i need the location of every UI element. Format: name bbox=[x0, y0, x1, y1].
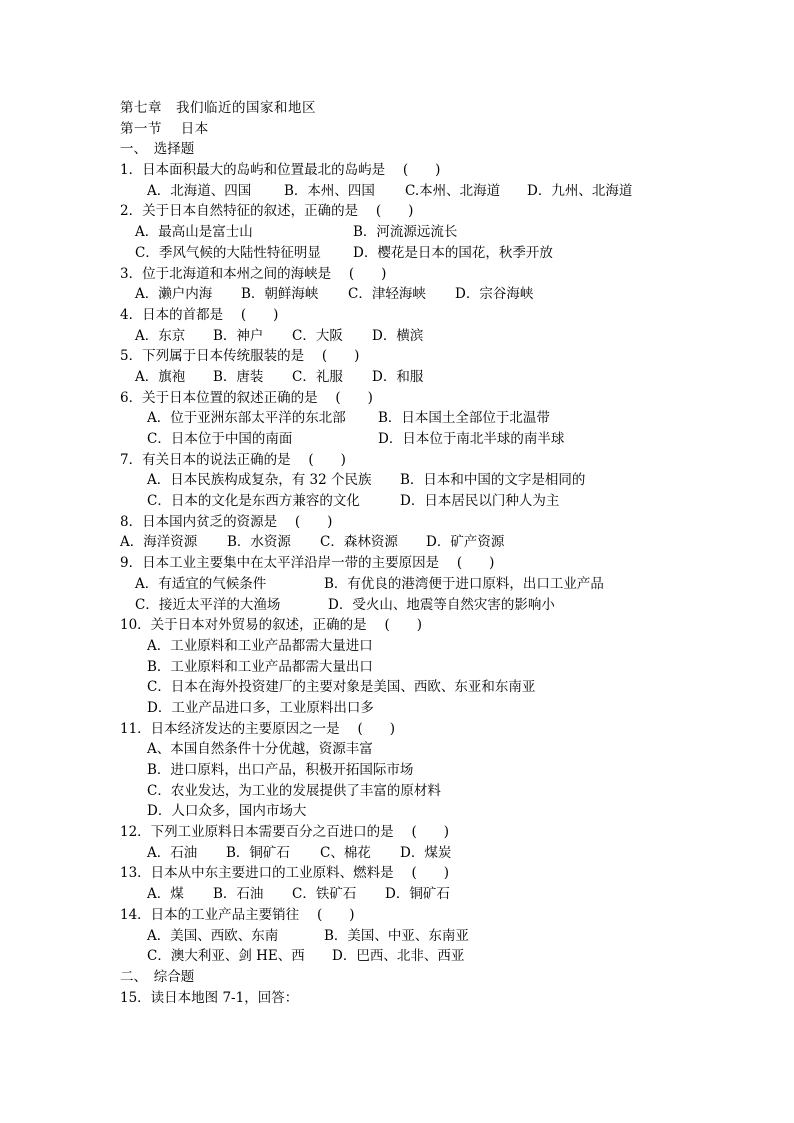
option: D．人口众多，国内市场大 bbox=[147, 803, 307, 820]
option: C．日本位于中国的南面 bbox=[147, 431, 293, 447]
question-stem: 12．下列工业原料日本需要百分之百进口的是 ( ) bbox=[120, 824, 450, 841]
option: C．日本在海外投资建厂的主要对象是美国、西欧、东亚和东南亚 bbox=[147, 679, 536, 696]
option: A．东京 bbox=[135, 327, 186, 344]
question-options bbox=[120, 739, 680, 760]
option: B．铜矿石 bbox=[226, 844, 290, 861]
chapter-title: 第七章 我们临近的国家和地区 bbox=[120, 100, 316, 116]
option: C．礼服 bbox=[292, 368, 343, 385]
option: C．接近太平洋的大渔场 bbox=[135, 596, 281, 613]
option: A．工业原料和工业产品都需大量进口 bbox=[147, 637, 373, 654]
option: C．季风气候的大陆性特征明显 bbox=[135, 244, 321, 261]
option: C．大阪 bbox=[292, 327, 343, 344]
option: B．唐装 bbox=[213, 368, 264, 385]
question-options bbox=[120, 595, 680, 616]
question-options bbox=[120, 657, 680, 678]
option: B．石油 bbox=[213, 886, 264, 903]
section-title: 第一节 日本 bbox=[120, 120, 209, 137]
question-options bbox=[120, 574, 680, 595]
question-stem: 14．日本的工业产品主要销往 ( ) bbox=[120, 906, 355, 923]
option: C．森林资源 bbox=[320, 534, 398, 551]
question-options bbox=[120, 801, 680, 822]
option: D．铜矿石 bbox=[385, 886, 450, 903]
option: D．煤炭 bbox=[400, 844, 452, 861]
question-options bbox=[120, 532, 680, 553]
option: C．农业发达，为工业的发展提供了丰富的原材料 bbox=[147, 782, 441, 799]
option: A．北海道、四国 bbox=[147, 182, 252, 199]
question-stem: 10．关于日本对外贸易的叙述，正确的是 ( ) bbox=[120, 617, 423, 634]
worksheet bbox=[120, 98, 680, 1008]
question-stem: 5．下列属于日本传统服装的是 ( ) bbox=[120, 348, 360, 365]
option: D．九州、北海道 bbox=[527, 182, 633, 199]
question-stem: 3．位于北海道和本州之间的海峡是 ( ) bbox=[120, 265, 387, 282]
option: D．宗谷海峡 bbox=[455, 286, 534, 303]
option: A．石油 bbox=[147, 844, 198, 861]
option: B．神户 bbox=[213, 327, 264, 344]
option: A、本国自然条件十分优越，资源丰富 bbox=[147, 741, 373, 758]
option: B．日本国土全部位于北温带 bbox=[378, 410, 550, 427]
option: A．濑户内海 bbox=[135, 286, 213, 303]
option: D．日本位于南北半球的南半球 bbox=[378, 431, 565, 447]
option: D．矿产资源 bbox=[426, 534, 505, 551]
option: B．本州、四国 bbox=[284, 182, 375, 199]
option: B．河流源远流长 bbox=[353, 224, 458, 241]
question-options bbox=[120, 843, 680, 864]
option: D．横滨 bbox=[372, 327, 424, 344]
option: A．位于亚洲东部太平洋的东北部 bbox=[147, 410, 346, 427]
question-stem: 7．有关日本的说法正确的是 ( ) bbox=[120, 451, 346, 468]
part-one-heading: 一、 选择题 bbox=[120, 141, 195, 158]
question-options bbox=[120, 243, 680, 264]
option: B．水资源 bbox=[227, 534, 291, 551]
question-stem: 1．日本面积最大的岛屿和位置最北的岛屿是 ( ) bbox=[120, 162, 441, 179]
option: B．美国、中亚、东南亚 bbox=[324, 927, 469, 944]
option: C．日本的文化是东西方兼容的文化 bbox=[147, 493, 360, 510]
option: C．铁矿石 bbox=[292, 886, 357, 903]
option: C．津轻海峡 bbox=[348, 286, 426, 303]
question-options bbox=[120, 408, 680, 429]
question-stem: 4．日本的首都是 ( ) bbox=[120, 306, 279, 323]
question-stem: 8．日本国内贫乏的资源是 ( ) bbox=[120, 513, 333, 530]
question-stem: 6．关于日本位置的叙述正确的是 ( ) bbox=[120, 389, 373, 406]
question-options bbox=[120, 781, 680, 802]
question-options bbox=[120, 429, 680, 450]
question-stem: 15．读日本地图 7-1，回答： bbox=[120, 989, 299, 1006]
part-two-heading: 二、 综合题 bbox=[120, 968, 195, 985]
question-options bbox=[120, 926, 680, 947]
option: A．有适宜的气候条件 bbox=[135, 575, 267, 592]
option: C、棉花 bbox=[320, 844, 371, 861]
question-options bbox=[120, 636, 680, 657]
option: C.本州、北海道 bbox=[405, 182, 501, 199]
option: C．澳大利亚、剑 HE、西 bbox=[147, 948, 305, 965]
option: B．日本和中国的文字是相同的 bbox=[400, 472, 586, 489]
question-options bbox=[120, 884, 680, 905]
option: B．有优良的港湾便于进口原料，出口工业产品 bbox=[324, 575, 604, 592]
option: B．工业原料和工业产品都需大量出口 bbox=[147, 658, 373, 675]
option: D．工业产品进口多，工业原料出口多 bbox=[147, 699, 374, 716]
question-options bbox=[120, 367, 680, 388]
question-options bbox=[120, 760, 680, 781]
option: A．煤 bbox=[147, 886, 184, 903]
question-options bbox=[120, 181, 680, 202]
option: A．旗袍 bbox=[135, 368, 186, 385]
option: D．巴西、北非、西亚 bbox=[332, 948, 465, 965]
question-stem: 2．关于日本自然特征的叙述，正确的是 ( ) bbox=[120, 203, 414, 220]
question-options bbox=[120, 698, 680, 719]
question-options bbox=[120, 222, 680, 243]
option: D．樱花是日本的国花，秋季开放 bbox=[353, 244, 553, 261]
option: A．海洋资源 bbox=[120, 534, 198, 551]
option: A．最高山是富士山 bbox=[135, 224, 253, 241]
option: A．美国、西欧、东南 bbox=[147, 927, 279, 944]
option: D．受火山、地震等自然灾害的影响小 bbox=[328, 596, 555, 613]
option: B．朝鲜海峡 bbox=[241, 286, 319, 303]
question-options bbox=[120, 491, 680, 512]
question-stem: 9．日本工业主要集中在太平洋沿岸一带的主要原因是 ( ) bbox=[120, 555, 495, 572]
question-options bbox=[120, 326, 680, 347]
question-options bbox=[120, 284, 680, 305]
option: D．日本居民以门种人为主 bbox=[400, 493, 560, 510]
question-options bbox=[120, 946, 680, 967]
question-stem: 13．日本从中东主要进口的工业原料、燃料是 ( ) bbox=[120, 865, 450, 882]
option: A．日本民族构成复杂，有 32 个民族 bbox=[147, 472, 372, 489]
option: B．进口原料，出口产品，积极开拓国际市场 bbox=[147, 762, 414, 778]
question-options bbox=[120, 677, 680, 698]
question-options bbox=[120, 470, 680, 491]
option: D．和服 bbox=[372, 368, 424, 385]
question-stem: 11．日本经济发达的主要原因之一是 ( ) bbox=[120, 720, 396, 737]
